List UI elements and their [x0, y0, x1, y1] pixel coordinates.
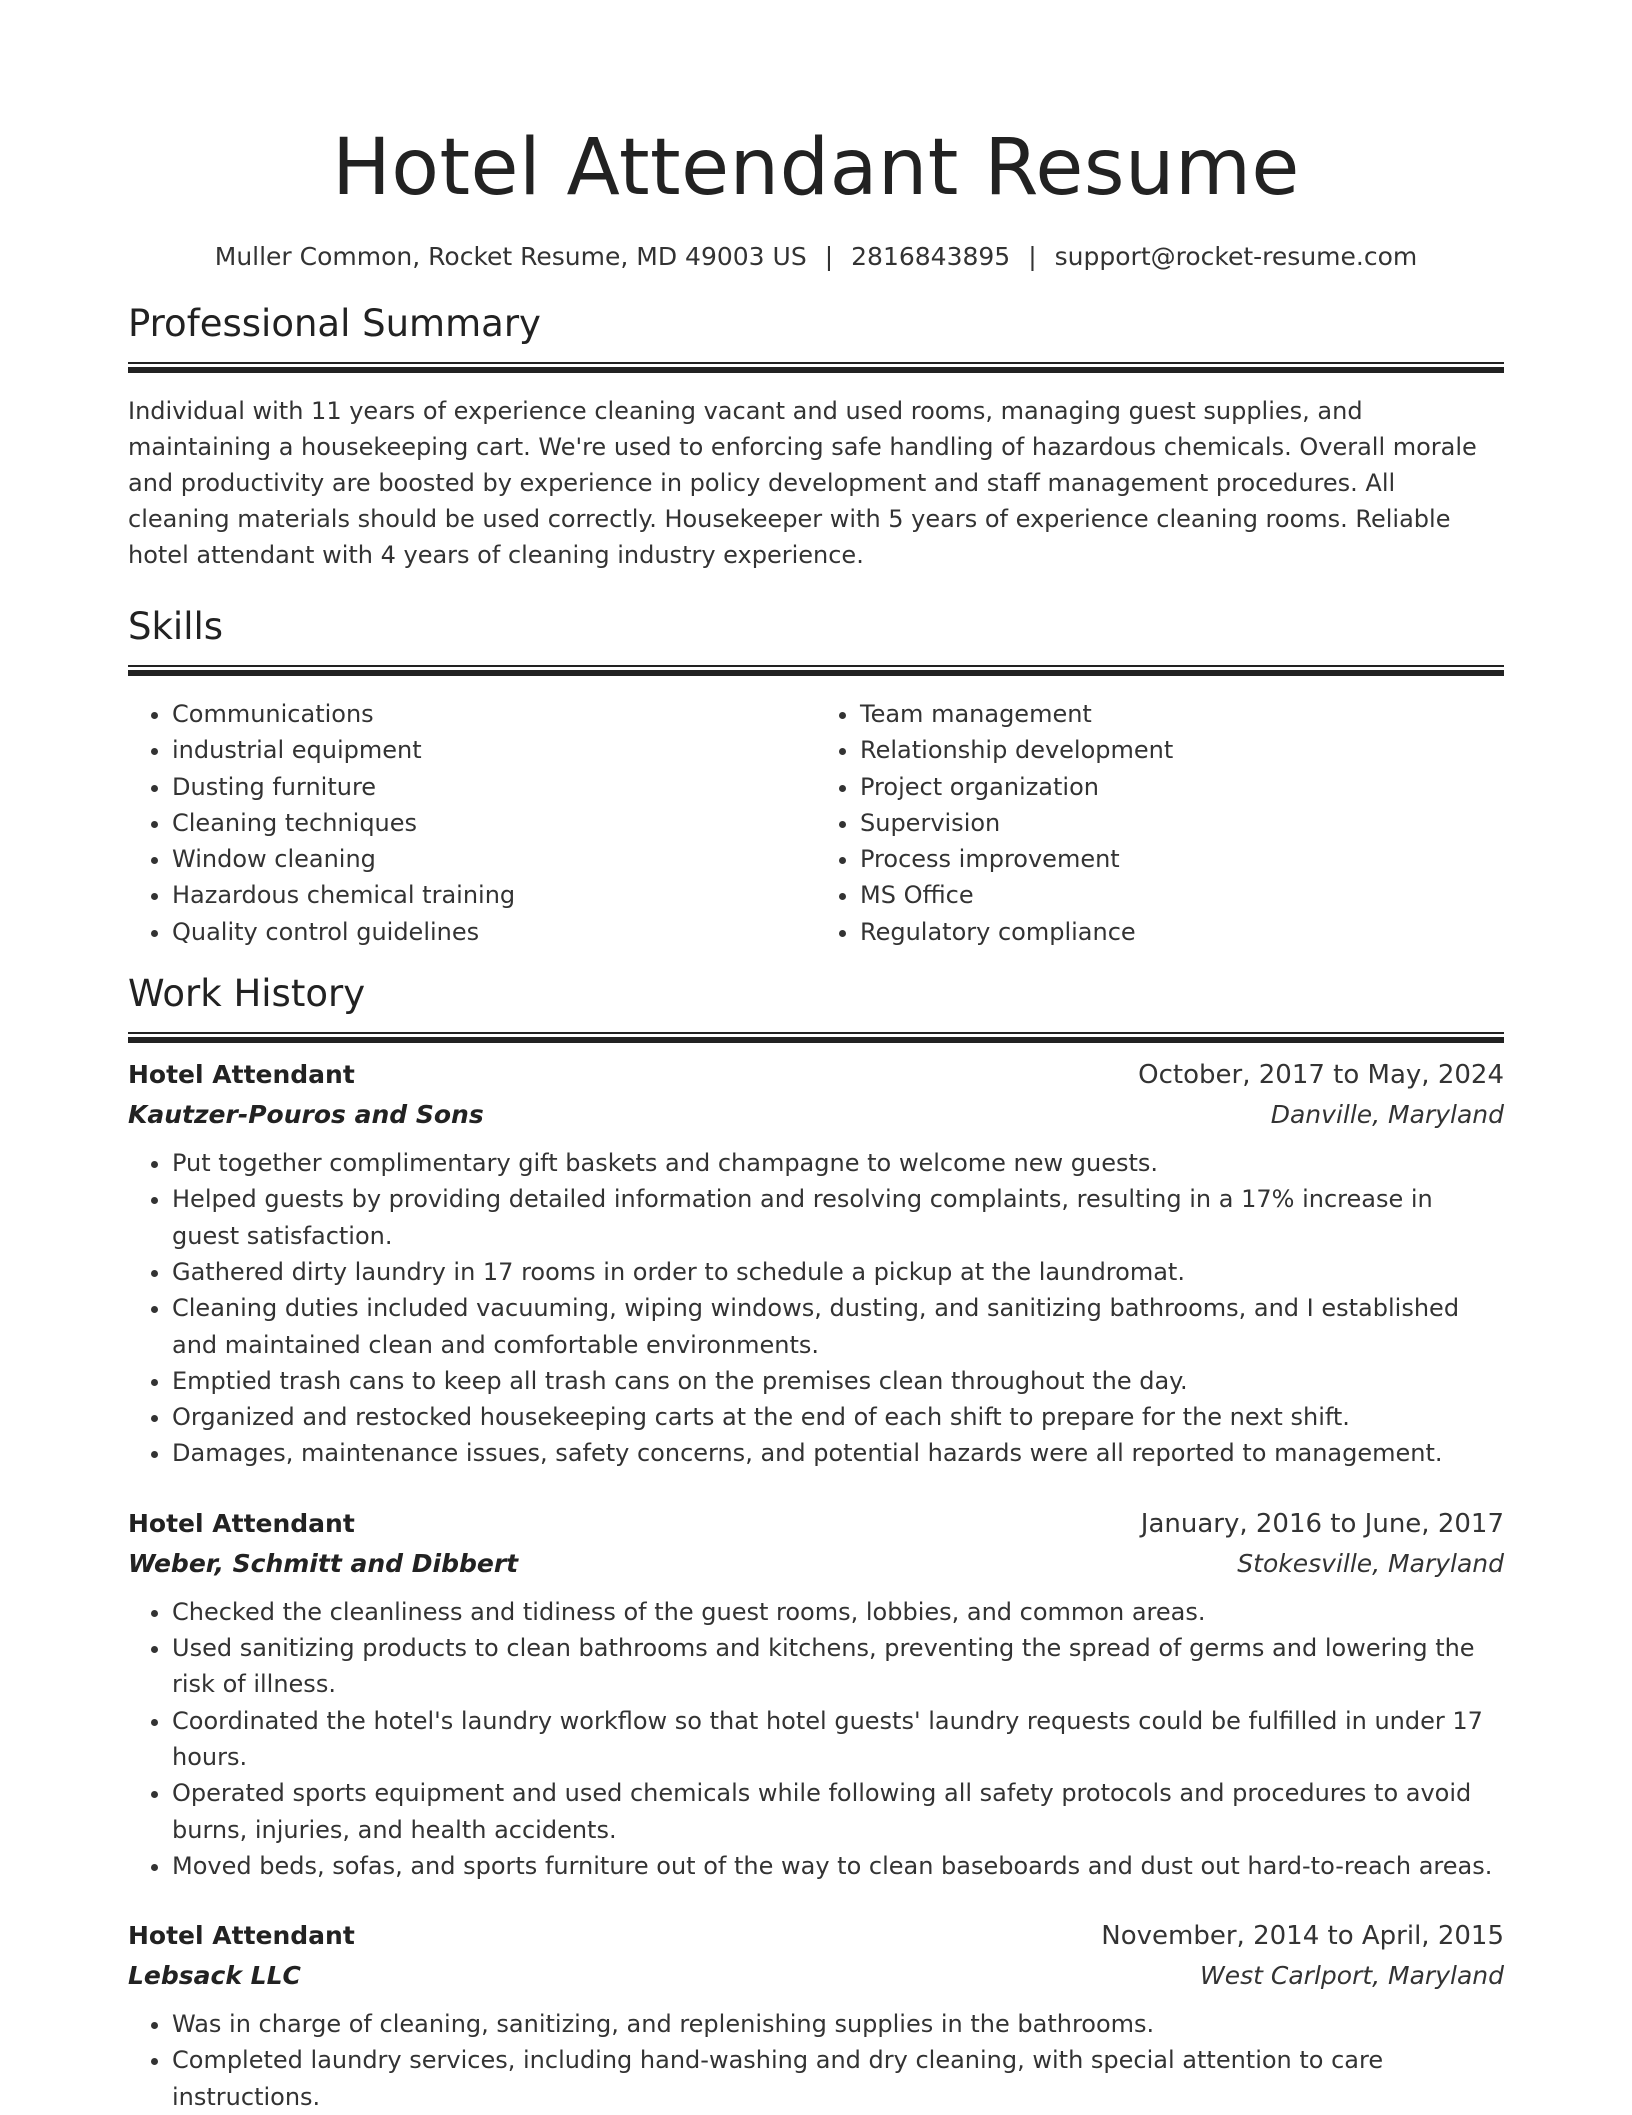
skill-item: • MS Office [860, 877, 1504, 913]
contact-separator: | [824, 242, 834, 271]
job-title: Hotel Attendant [128, 1508, 355, 1538]
job-title: Hotel Attendant [128, 1060, 355, 1090]
job-location: Danville, Maryland [1270, 1100, 1504, 1130]
job-bullets [128, 2006, 1504, 2115]
skill-item: • Window cleaning [172, 841, 816, 877]
contact-email: support@rocket-resume.com [1054, 242, 1418, 271]
job-bullet: • Coordinated the hotel's laundry workflow so that hotel guests' laundry requests could be fulfilled in under 17 hours. [172, 1703, 1504, 1776]
job-entry [128, 1055, 1504, 1472]
summary-section [128, 300, 1504, 573]
section-divider [128, 362, 1504, 373]
job-location: Stokesville, Maryland [1237, 1548, 1504, 1578]
job-title: Hotel Attendant [128, 1921, 355, 1951]
section-divider [128, 665, 1504, 676]
job-bullet: • Was in charge of cleaning, sanitizing, and replenishing supplies in the bathrooms. [172, 2006, 1504, 2042]
job-bullet: • Emptied trash cans to keep all trash cans on the premises clean throughout the day. [172, 1363, 1504, 1399]
skill-item: • Process improvement [860, 841, 1504, 877]
skill-item: • Project organization [860, 769, 1504, 805]
job-dates: November, 2014 to April, 2015 [1101, 1921, 1504, 1952]
job-bullet: • Used sanitizing products to clean bathrooms and kitchens, preventing the spread of germs and lowering the risk of illness. [172, 1630, 1504, 1703]
section-divider [128, 1032, 1504, 1043]
job-bullet: • Organized and restocked housekeeping carts at the end of each shift to prepare for the next shift. [172, 1399, 1504, 1435]
skill-item: • industrial equipment [172, 732, 816, 768]
skill-item: • Relationship development [860, 732, 1504, 768]
job-bullet: • Gathered dirty laundry in 17 rooms in order to schedule a pickup at the laundromat. [172, 1254, 1504, 1290]
job-entry [128, 1504, 1504, 1884]
work-history-section [128, 970, 1504, 2115]
contact-separator: | [1028, 242, 1037, 271]
skill-item: • Hazardous chemical training [172, 877, 816, 913]
job-bullet: • Helped guests by providing detailed information and resolving complaints, resulting in a 17% increase in guest satisfaction. [172, 1181, 1504, 1254]
skills-heading: Skills [128, 605, 224, 648]
job-dates: October, 2017 to May, 2024 [1138, 1060, 1504, 1091]
job-company: Weber, Schmitt and Dibbert [128, 1548, 519, 1578]
summary-text: Individual with 11 years of experience cleaning vacant and used rooms, managing guest supplies, and maintaining a housekeeping cart. We're used to enforcing safe handling of hazardous chemicals. Overall morale and productivity are boosted by experience in policy development and staff management procedures. All cleaning materials should be used correctly. Housekeeper with 5 years of experience cleaning rooms. Reliable hotel attendant with 4 years of cleaning industry experience. [128, 397, 1477, 569]
job-bullets [128, 1594, 1504, 1884]
skills-grid [128, 696, 1504, 950]
job-bullet: • Cleaning duties included vacuuming, wiping windows, dusting, and sanitizing bathrooms, and I established and maintained clean and comfortable environments. [172, 1290, 1504, 1363]
skill-item: • Team management [860, 696, 1504, 732]
job-location: West Carlport, Maryland [1200, 1961, 1504, 1991]
work-history-heading: Work History [128, 972, 366, 1016]
skill-item: • Communications [172, 696, 816, 732]
job-entry [128, 1916, 1504, 2115]
job-bullet: • Put together complimentary gift baskets and champagne to welcome new guests. [172, 1145, 1504, 1181]
skill-item: • Regulatory compliance [860, 914, 1504, 950]
skills-list-left [128, 696, 816, 950]
skills-section [128, 603, 1504, 950]
skill-item: • Quality control guidelines [172, 914, 816, 950]
skill-item: • Cleaning techniques [172, 805, 816, 841]
job-bullets [128, 1145, 1504, 1472]
contact-phone: 2816843895 [851, 242, 1011, 271]
job-dates: January, 2016 to June, 2017 [1140, 1508, 1504, 1539]
summary-heading: Professional Summary [128, 302, 541, 345]
job-bullet: • Operated sports equipment and used chemicals while following all safety protocols and procedures to avoid burns, injuries, and health accidents. [172, 1775, 1504, 1848]
job-company: Lebsack LLC [128, 1961, 301, 1991]
job-bullet: • Moved beds, sofas, and sports furniture out of the way to clean baseboards and dust out hard-to-reach areas. [172, 1848, 1504, 1884]
contact-line [128, 240, 1504, 274]
skills-list-right [816, 696, 1504, 950]
job-company: Kautzer-Pouros and Sons [128, 1100, 484, 1130]
job-bullet: • Damages, maintenance issues, safety concerns, and potential hazards were all reported to management. [172, 1435, 1504, 1471]
resume-title: Hotel Attendant Resume [332, 123, 1300, 213]
skill-item: • Dusting furniture [172, 769, 816, 805]
job-bullet: • Checked the cleanliness and tidiness of the guest rooms, lobbies, and common areas. [172, 1594, 1504, 1630]
contact-address: Muller Common, Rocket Resume, MD 49003 US [214, 242, 807, 271]
job-bullet: • Completed laundry services, including hand-washing and dry cleaning, with special attention to care instructions. [172, 2042, 1504, 2115]
skill-item: • Supervision [860, 805, 1504, 841]
